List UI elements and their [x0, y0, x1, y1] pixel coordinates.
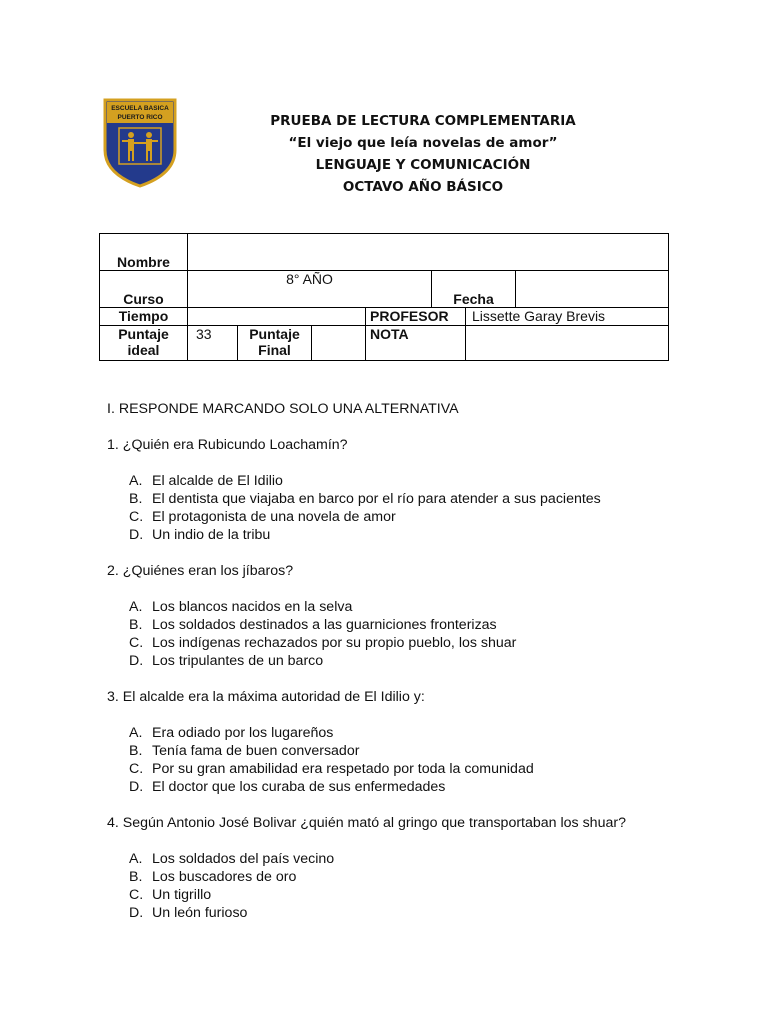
school-crest-logo	[103, 98, 177, 188]
option-text: Un indio de la tribu	[152, 527, 271, 543]
puntaje-final-label-line2: Final	[258, 342, 291, 358]
option-item[interactable]	[129, 742, 707, 760]
option-letter: D.	[129, 779, 144, 795]
question-4-options	[129, 850, 707, 922]
section-title: I. RESPONDE MARCANDO SOLO UNA ALTERNATIVA	[107, 401, 459, 417]
puntaje-final-field[interactable]	[312, 326, 366, 361]
option-letter: C.	[129, 509, 144, 525]
curso-label: Curso	[100, 271, 188, 308]
option-letter: C.	[129, 635, 144, 651]
puntaje-final-label	[238, 326, 312, 361]
subject-title: LENGUAJE Y COMUNICACIÓN	[315, 157, 531, 173]
option-text: El dentista que viajaba en barco por el río para atender a sus pacientes	[152, 491, 601, 507]
nota-field[interactable]	[466, 326, 669, 361]
option-text: Los tripulantes de un barco	[152, 653, 324, 669]
option-text: El protagonista de una novela de amor	[152, 509, 396, 525]
option-letter: B.	[129, 617, 143, 633]
option-text: Los blancos nacidos en la selva	[152, 599, 353, 615]
option-item[interactable]	[129, 760, 707, 778]
option-text: Un tigrillo	[152, 887, 212, 903]
option-letter: B.	[129, 491, 143, 507]
option-letter: B.	[129, 743, 143, 759]
option-item[interactable]	[129, 724, 707, 742]
profesor-value: Lissette Garay Brevis	[466, 308, 669, 326]
option-text: Los buscadores de oro	[152, 869, 297, 885]
book-title: “El viejo que leía novelas de amor”	[288, 135, 558, 151]
puntaje-ideal-label	[100, 326, 188, 361]
option-item[interactable]	[129, 526, 707, 544]
option-item[interactable]	[129, 904, 707, 922]
question-1-options	[129, 472, 707, 544]
option-text: Por su gran amabilidad era respetado por toda la comunidad	[152, 761, 534, 777]
option-text: Tenía fama de buen conversador	[152, 743, 360, 759]
option-item[interactable]	[129, 508, 707, 526]
option-letter: C.	[129, 761, 144, 777]
test-title: PRUEBA DE LECTURA COMPLEMENTARIA	[270, 113, 576, 129]
question-3-options	[129, 724, 707, 796]
nota-label: NOTA	[366, 326, 466, 361]
option-letter: A.	[129, 725, 143, 741]
option-text: El alcalde de El Idilio	[152, 473, 283, 489]
question-2: 2. ¿Quiénes eran los jíbaros?	[107, 563, 294, 579]
profesor-label: PROFESOR	[366, 308, 466, 326]
option-item[interactable]	[129, 634, 707, 652]
puntaje-final-label-line1: Puntaje	[249, 326, 300, 342]
nombre-label: Nombre	[100, 234, 188, 271]
option-letter: A.	[129, 851, 143, 867]
question-2-options	[129, 598, 707, 670]
option-letter: B.	[129, 869, 143, 885]
student-info-table	[99, 233, 669, 361]
option-text: Los soldados destinados a las guarniciones fronterizas	[152, 617, 497, 633]
option-item[interactable]	[129, 616, 707, 634]
nombre-field[interactable]	[188, 234, 669, 271]
option-letter: A.	[129, 599, 143, 615]
option-item[interactable]	[129, 652, 707, 670]
fecha-field[interactable]	[516, 271, 669, 308]
option-letter: D.	[129, 527, 144, 543]
option-text: Los indígenas rechazados por su propio pueblo, los shuar	[152, 635, 517, 651]
crest-text-line2: PUERTO RICO	[117, 114, 163, 121]
crest-text-line1: ESCUELA BASICA	[111, 105, 169, 112]
tiempo-field[interactable]	[188, 308, 366, 326]
curso-value: 8° AÑO	[188, 271, 432, 308]
document-header	[230, 110, 616, 198]
option-text: Los soldados del país vecino	[152, 851, 335, 867]
option-letter: D.	[129, 653, 144, 669]
option-item[interactable]	[129, 490, 707, 508]
option-letter: D.	[129, 905, 144, 921]
option-text: El doctor que los curaba de sus enfermedades	[152, 779, 446, 795]
question-1: 1. ¿Quién era Rubicundo Loachamín?	[107, 437, 348, 453]
option-item[interactable]	[129, 472, 707, 490]
questions-section	[107, 400, 707, 940]
option-item[interactable]	[129, 598, 707, 616]
option-letter: A.	[129, 473, 143, 489]
puntaje-ideal-value: 33	[188, 326, 238, 361]
option-item[interactable]	[129, 868, 707, 886]
fecha-label: Fecha	[432, 271, 516, 308]
option-item[interactable]	[129, 778, 707, 796]
tiempo-label: Tiempo	[100, 308, 188, 326]
puntaje-ideal-label-line1: Puntaje	[118, 326, 169, 342]
option-text: Era odiado por los lugareños	[152, 725, 334, 741]
question-3: 3. El alcalde era la máxima autoridad de El Idilio y:	[107, 689, 425, 705]
puntaje-ideal-label-line2: ideal	[127, 342, 160, 358]
option-text: Un león furioso	[152, 905, 248, 921]
grade-title: OCTAVO AÑO BÁSICO	[342, 179, 504, 195]
option-letter: C.	[129, 887, 144, 903]
option-item[interactable]	[129, 886, 707, 904]
option-item[interactable]	[129, 850, 707, 868]
question-4: 4. Según Antonio José Bolivar ¿quién mató al gringo que transportaban los shuar?	[107, 815, 626, 831]
